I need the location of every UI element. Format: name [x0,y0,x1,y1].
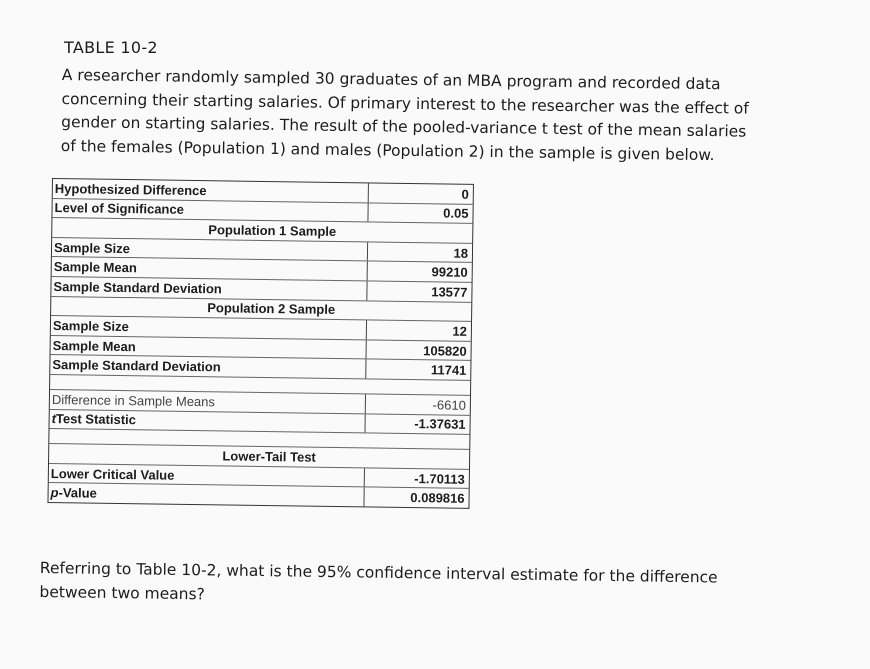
row-label: Sample Mean [51,336,367,359]
row-label: Sample Standard Deviation [50,355,366,378]
section-header-label: Population 1 Sample [208,222,337,239]
row-value: -1.37631 [414,416,466,433]
question-text [39,556,840,615]
row-value: 105820 [423,342,467,359]
row-value: 11741 [430,362,467,378]
row-label: Hypothesized Difference [53,179,369,202]
section-header-label: Lower-Tail Test [222,448,316,465]
label-italic: t [51,411,57,427]
row-value: 12 [452,323,468,339]
intro-line: concerning their starting salaries. Of primary interest to the researcher was the effect of [61,89,749,118]
row-label: Lower Critical Value [49,464,365,487]
intro-line: gender on starting salaries. The result of the pooled-variance t test of the mean salaries [61,112,747,141]
row-label: Level of Significance [52,199,368,222]
results-table [47,178,473,509]
row-label [48,483,364,506]
section-header-label: Population 2 Sample [207,300,336,318]
row-value: 13577 [431,284,468,300]
row-value: -1.70113 [414,470,465,487]
label-rest: -Value [58,485,97,501]
intro-line: of the females (Population 1) and males (Population 2) in the sample is given below. [60,136,715,164]
row-label: Sample Standard Deviation [51,277,367,300]
row-label: Sample Size [51,316,367,339]
row-value: -6610 [432,397,466,413]
row-value: 99210 [431,264,468,280]
table-title: TABLE 10-2 [64,38,158,57]
intro-line: A researcher randomly sampled 30 graduates of an MBA program and recorded data [61,65,721,94]
question-line: Referring to Table 10-2, what is the 95% confidence interval estimate for the difference [39,558,718,587]
problem-description [61,64,842,169]
label-italic: p [50,485,59,501]
row-value: 0 [461,186,469,202]
question-line: between two means? [39,582,205,604]
row-value: 0.05 [443,205,469,222]
row-value: 0.089816 [410,490,465,506]
row-label: Difference in Sample Means [50,390,366,413]
row-value: 18 [453,245,469,261]
row-label: Sample Mean [52,257,368,280]
row-label: Sample Size [52,238,368,261]
label-rest: Test Statistic [55,411,137,428]
